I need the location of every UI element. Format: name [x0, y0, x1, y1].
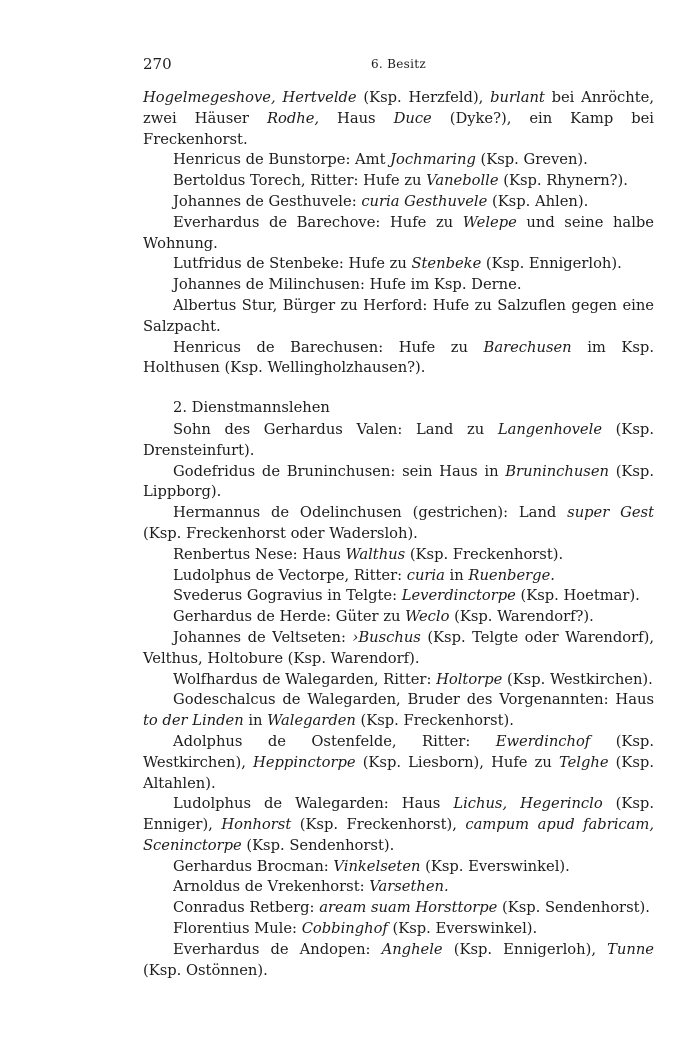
italic-place-name: Anghele [381, 940, 443, 958]
text-run: (Ksp. Rhynern?). [498, 172, 628, 190]
text-run: 2. Dienstmannslehen [173, 399, 330, 417]
text-run: (Ksp. Drensteinfurt). [143, 420, 654, 459]
entry-paragraph [143, 192, 654, 213]
italic-place-name: curia Gesthuvele [361, 192, 488, 210]
italic-place-name: to der Linden [143, 712, 244, 730]
text-run: Ludolphus de Walegarden: Haus [173, 795, 454, 813]
text-run: (Ksp. Freckenhorst). [405, 545, 564, 563]
italic-place-name: Welepe [462, 213, 517, 231]
text-run: Gerhardus de Herde: Güter zu [173, 608, 406, 626]
entry-paragraph [143, 940, 654, 982]
body-text [143, 88, 654, 981]
text-run: Gerhardus Brocman: [173, 857, 334, 875]
entry-paragraph [143, 88, 654, 150]
entry-paragraph [143, 150, 654, 171]
text-run: Sohn des Gerhardus Valen: Land zu [173, 420, 498, 438]
text-run: (Ksp. Hoetmar). [515, 587, 640, 605]
text-run: (Ksp. Freckenhorst oder Wadersloh). [143, 524, 418, 542]
italic-place-name: Honhorst [221, 816, 292, 834]
text-run: Svederus Gogravius in Telgte: [173, 587, 402, 605]
text-run: (Ksp. Warendorf?). [449, 608, 594, 626]
text-run: Godefridus de Bruninchusen: sein Haus in [173, 462, 506, 480]
text-run: (Ksp. Ennigerloh), [442, 940, 608, 958]
text-run: (Ksp. Everswinkel). [420, 857, 570, 875]
text-run: Arnoldus de Vrekenhorst: [173, 878, 370, 896]
text-run: in [444, 566, 469, 584]
italic-place-name: Varsethen. [369, 878, 449, 896]
text-run: (Ksp. Freckenhorst). [355, 712, 514, 730]
text-run: (Ksp. Telgte oder Warendorf), Velthus, Holtobure (Ksp. Warendorf). [143, 628, 654, 667]
italic-place-name: Langenhovele [497, 420, 603, 438]
italic-place-name: Holtorpe [436, 670, 503, 688]
italic-place-name: Telghe [558, 753, 609, 771]
entry-paragraph [143, 732, 654, 794]
italic-place-name: Jochmaring [390, 151, 476, 169]
italic-place-name: aream suam Horsttorpe [319, 899, 498, 917]
text-run: Godeschalcus de Walegarden, Bruder des Vorgenannten: Haus [173, 691, 654, 709]
page-number: 270 [143, 55, 172, 73]
text-run: (Ksp. Enniger), [143, 795, 654, 834]
text-run: in [243, 712, 268, 730]
text-run: (Ksp. Ostönnen). [143, 961, 268, 979]
text-run: Albertus Stur, Bürger zu Herford: Hufe zu Salzuflen gegen eine Salzpacht. [143, 296, 654, 335]
text-run: (Ksp. Everswinkel). [387, 920, 538, 938]
text-run: Renbertus Nese: Haus [173, 545, 346, 563]
text-run: Ludolphus de Vectorpe, Ritter: [173, 566, 407, 584]
entry-paragraph [143, 338, 654, 380]
italic-place-name: Cobbinghof [301, 920, 388, 938]
entry-paragraph [143, 545, 654, 566]
text-run: Adolphus de Ostenfelde, Ritter: [173, 732, 496, 750]
text-run: Johannes de Gesthuvele: [173, 192, 362, 210]
italic-place-name: super Gest [567, 504, 654, 522]
entry-paragraph [143, 296, 654, 338]
text-run: (Ksp. Sendenhorst). [241, 836, 395, 854]
entry-paragraph [143, 690, 654, 732]
italic-place-name: Walthus [345, 545, 406, 563]
entry-paragraph [143, 857, 654, 878]
text-run: (Ksp. Lippborg). [143, 462, 655, 501]
entry-paragraph [143, 670, 654, 691]
entry-paragraph [143, 213, 654, 255]
text-run: (Dyke?), ein Kamp bei Freckenhorst. [143, 109, 655, 148]
text-run: Everhardus de Andopen: [173, 940, 382, 958]
text-run: Bertoldus Torech, Ritter: Hufe zu [173, 172, 427, 190]
text-run: im Ksp. Holthusen (Ksp. Wellingholzhausen?). [143, 338, 655, 377]
entry-paragraph [143, 628, 654, 670]
italic-place-name: campum apud fabricam, Sceninctorpe [143, 816, 654, 854]
italic-place-name: Hogelmegeshove, Hertvelde [143, 89, 357, 106]
text-run: Florentius Mule: [173, 920, 302, 938]
text-run: Johannes de Veltseten: [173, 628, 353, 646]
section-heading [143, 398, 654, 419]
italic-place-name: Rodhe, [266, 109, 320, 127]
italic-place-name: Leverdinctorpe [401, 587, 516, 605]
italic-place-name: Vanebolle [426, 172, 499, 190]
entry-paragraph [143, 566, 654, 587]
italic-place-name: burlant [490, 89, 545, 106]
entry-paragraph [143, 254, 654, 275]
running-head: 6. Besitz [370, 57, 427, 71]
entry-paragraph [143, 462, 654, 504]
text-run: (Ksp. Ahlen). [487, 192, 589, 210]
text-run: Henricus de Barechusen: Hufe zu [173, 338, 484, 356]
entry-paragraph [143, 877, 654, 898]
text-run: Wolfhardus de Walegarden, Ritter: [173, 670, 437, 688]
italic-place-name: Tunne [607, 940, 654, 958]
text-run: (Ksp. Greven). [475, 151, 588, 169]
text-run: (Ksp. Sendenhorst). [497, 899, 650, 917]
italic-place-name: Lichus, Hegerinclo [453, 795, 603, 813]
italic-place-name: Barechusen [483, 338, 572, 356]
italic-place-name: Heppinctorpe [253, 753, 356, 771]
italic-place-name: Ruenberge. [468, 566, 555, 584]
italic-place-name: Bruninchusen [505, 462, 609, 480]
italic-place-name: Stenbeke [411, 255, 482, 273]
italic-place-name: ›Buschus [352, 628, 421, 646]
text-run: (Ksp. Altahlen). [143, 753, 654, 792]
text-run: Lutfridus de Stenbeke: Hufe zu [173, 255, 412, 273]
text-run: und seine halbe Wohnung. [143, 213, 654, 252]
italic-place-name: Ewerdinchof [495, 732, 591, 750]
entry-paragraph [143, 275, 654, 296]
text-run: (Ksp. Ennigerloh). [481, 255, 622, 273]
text-run: Conradus Retberg: [173, 899, 320, 917]
page-header [143, 55, 654, 77]
text-run: Everhardus de Barechove: Hufe zu [173, 213, 463, 231]
italic-place-name: curia [406, 566, 445, 584]
entry-paragraph [143, 607, 654, 628]
italic-place-name: Duce [393, 109, 432, 127]
text-run: bei Anröchte, zwei Häuser [143, 89, 654, 127]
entry-paragraph [143, 503, 654, 545]
italic-place-name: Weclo [405, 608, 450, 626]
text-run: Henricus de Bunstorpe: Amt [173, 151, 391, 169]
text-run: (Ksp. Westkirchen), [143, 732, 655, 771]
entry-paragraph [143, 586, 654, 607]
entry-paragraph [143, 898, 654, 919]
text-run: (Ksp. Freckenhorst), [291, 816, 466, 834]
text-run: Johannes de Milinchusen: Hufe im Ksp. Derne. [173, 276, 522, 294]
text-run: (Ksp. Herzfeld), [356, 89, 491, 106]
italic-place-name: Walegarden [267, 712, 356, 730]
text-run: Haus [319, 109, 394, 127]
entry-paragraph [143, 420, 654, 462]
text-run: (Ksp. Westkirchen). [502, 670, 653, 688]
entry-paragraph [143, 919, 654, 940]
text-run: (Ksp. Liesborn), Hufe zu [355, 753, 559, 771]
italic-place-name: Vinkelseten [333, 857, 421, 875]
entry-paragraph [143, 171, 654, 192]
text-run: Hermannus de Odelinchusen (gestrichen): Land [173, 504, 568, 522]
entry-paragraph [143, 794, 654, 856]
